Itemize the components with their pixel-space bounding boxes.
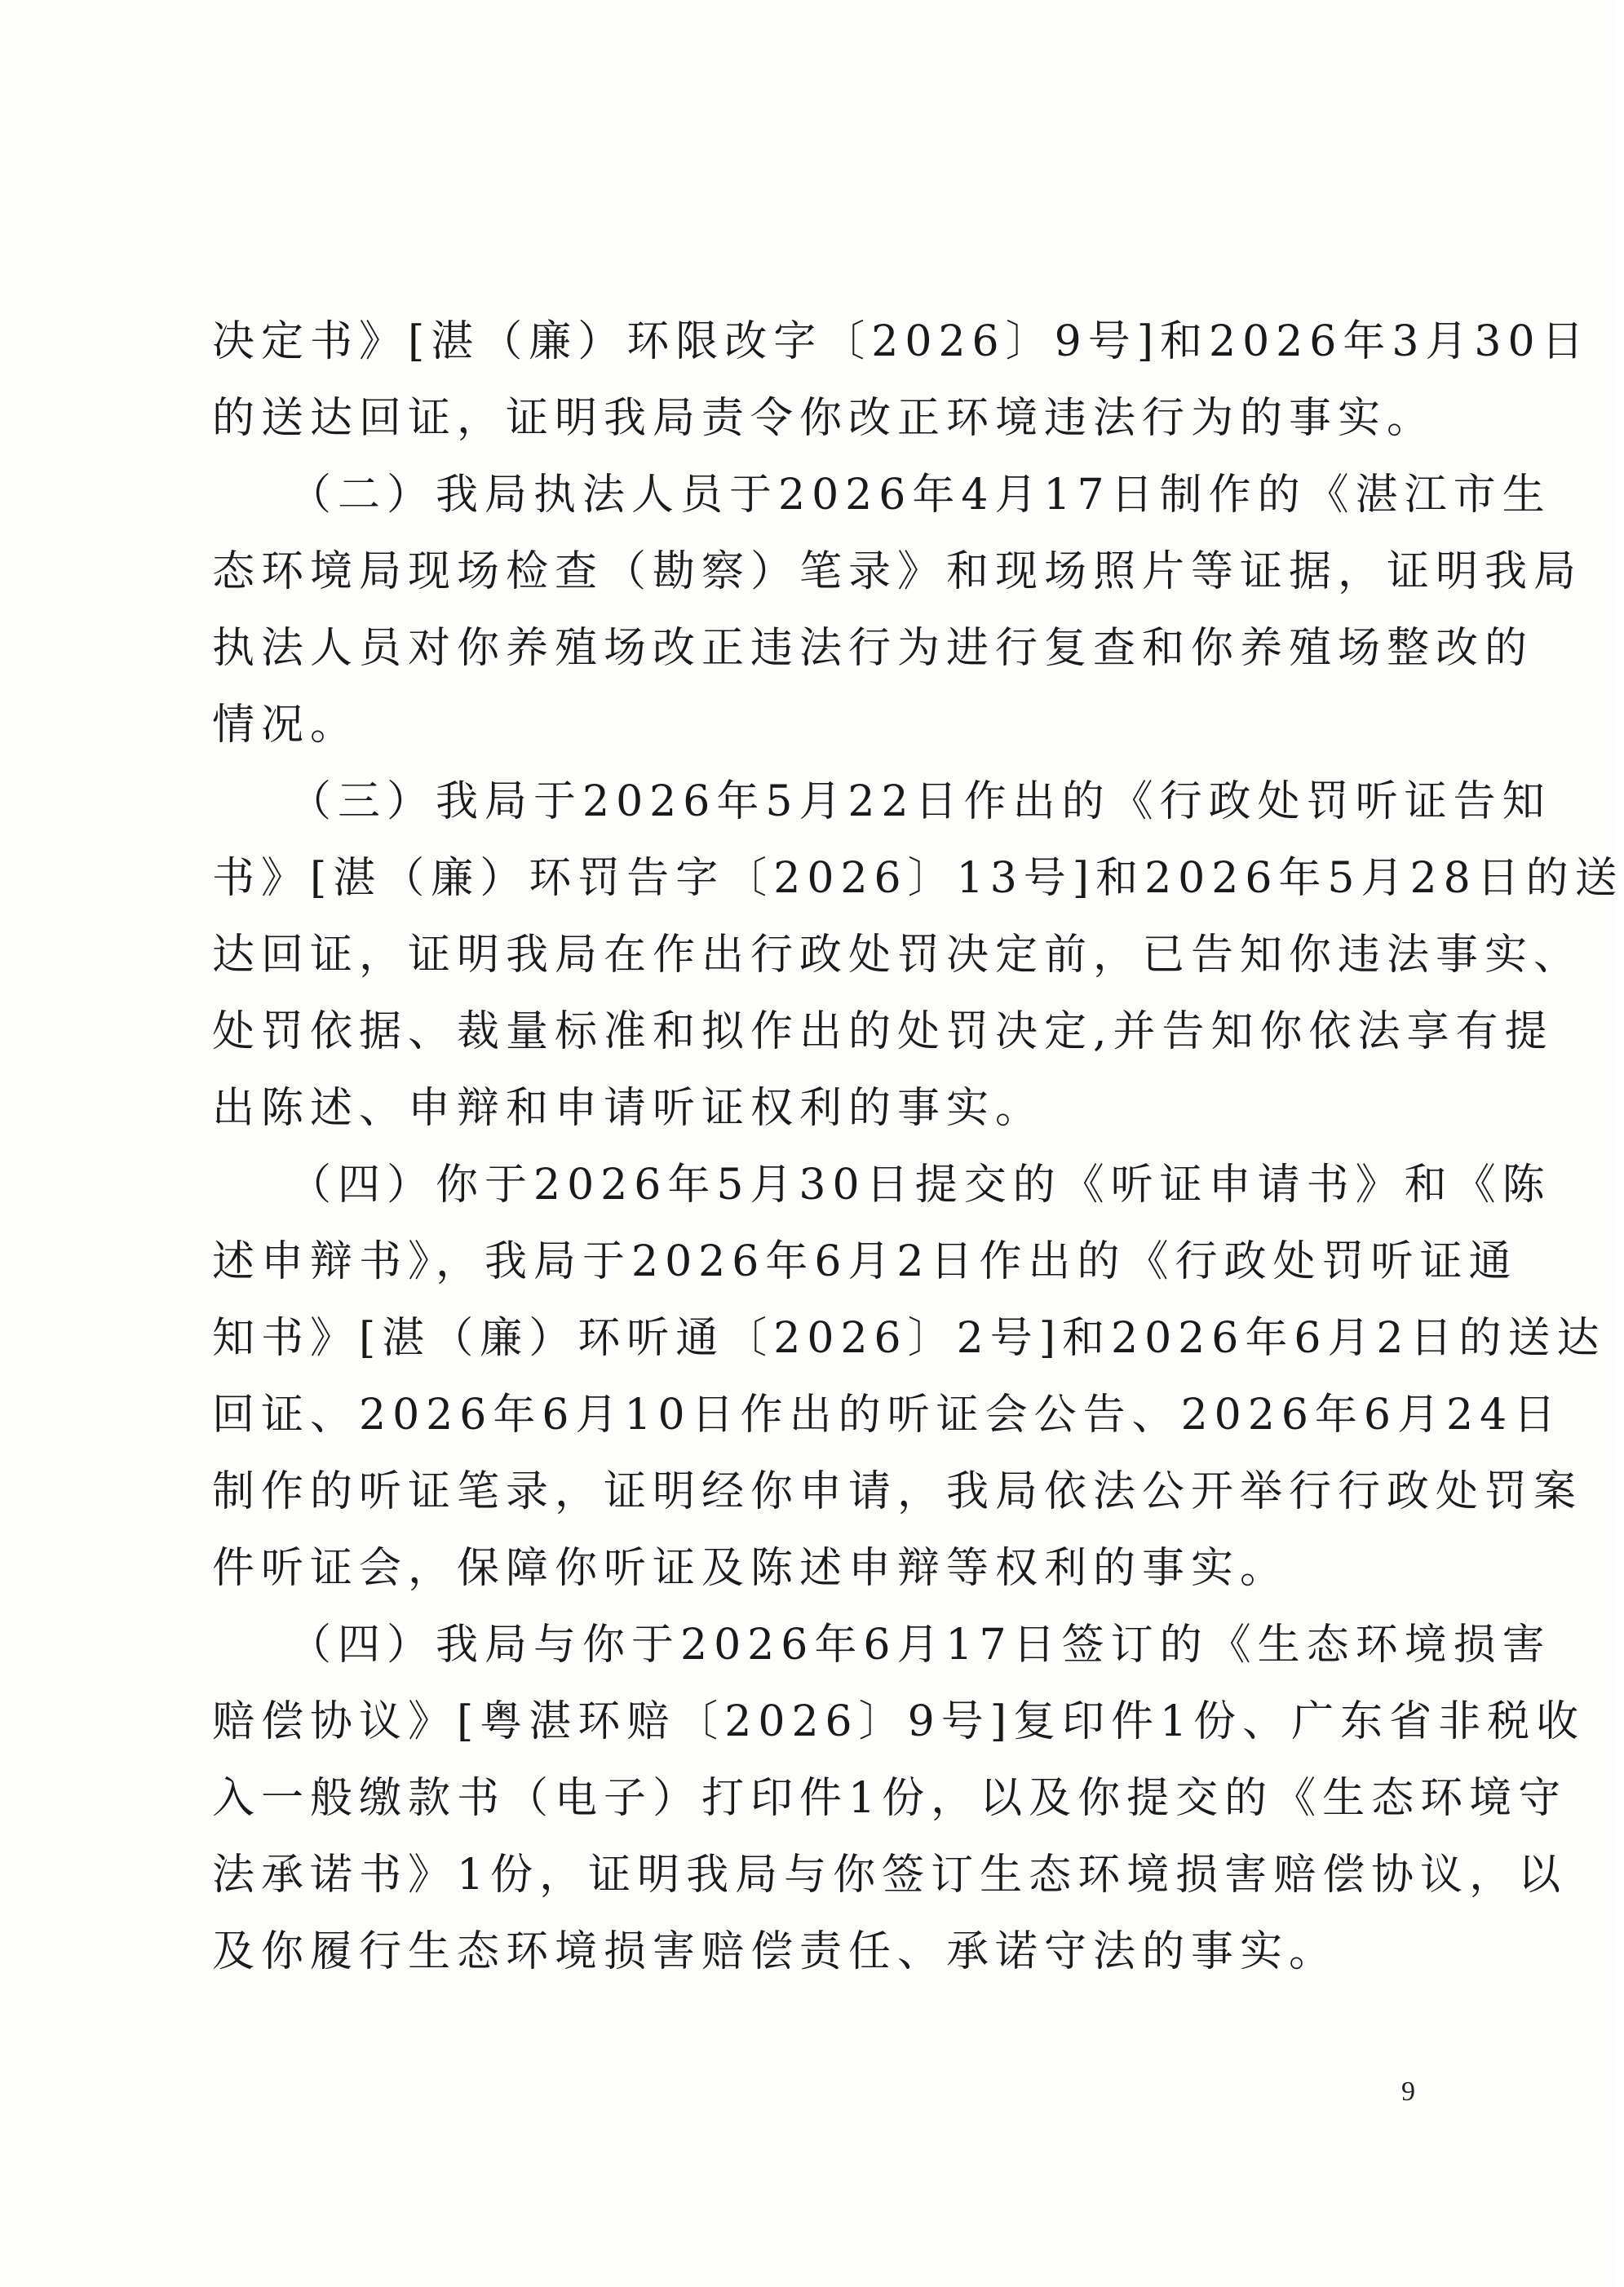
text-line: 件听证会，保障你听证及陈述申辩等权利的事实。 [212,1544,1290,1593]
text-line: （二）我局执法人员于2026年4月17日制作的《湛江市生 [212,471,1551,520]
text-line: 处罚依据、裁量标准和拟作出的处罚决定,并告知你依法享有提 [212,1007,1554,1056]
text-line: 赔偿协议》[粤湛环赔〔2026〕9号]复印件1份、广东省非税收 [212,1697,1586,1746]
text-line: 述申辩书》，我局于2026年6月2日作出的《行政处罚听证通 [212,1237,1518,1286]
text-line: （三）我局于2026年5月22日作出的《行政处罚听证告知 [212,777,1551,826]
page-number: 9 [1401,2077,1415,2107]
text-line: 回证、2026年6月10日作出的听证会公告、2026年6月24日 [212,1391,1563,1440]
text-line: 情况。 [212,701,360,750]
text-line: 及你履行生态环境损害赔偿责任、承诺守法的事实。 [212,1927,1339,1976]
text-line: 达回证，证明我局在作出行政处罚决定前，已告知你违法事实、 [212,931,1583,980]
text-line: 制作的听证笔录，证明经你申请，我局依法公开举行行政处罚案 [212,1467,1583,1516]
text-line: 出陈述、申辩和申请听证权利的事实。 [212,1084,1045,1133]
text-line: 执法人员对你养殖场改正违法行为进行复查和你养殖场整改的 [212,624,1534,673]
text-line: 法承诺书》1份，证明我局与你签订生态环境损害赔偿协议，以 [212,1851,1568,1900]
text-line: 入一般缴款书（电子）打印件1份，以及你提交的《生态环境守 [212,1774,1568,1823]
text-line: 书》[湛（廉）环罚告字〔2026〕13号]和2026年5月28日的送 [212,854,1624,903]
text-line: 的送达回证，证明我局责令你改正环境违法行为的事实。 [212,394,1436,443]
text-line: （四）你于2026年5月30日提交的《听证申请书》和《陈 [212,1161,1551,1210]
text-line: （四）我局与你于2026年6月17日签订的《生态环境损害 [212,1621,1551,1670]
text-line: 知书》[湛（廉）环听通〔2026〕2号]和2026年6月2日的送达 [212,1314,1606,1363]
text-line: 决定书》[湛（廉）环限改字〔2026〕9号]和2026年3月30日 [212,317,1591,366]
text-line: 态环境局现场检查（勘察）笔录》和现场照片等证据，证明我局 [212,547,1583,596]
body-text [212,303,1624,1990]
